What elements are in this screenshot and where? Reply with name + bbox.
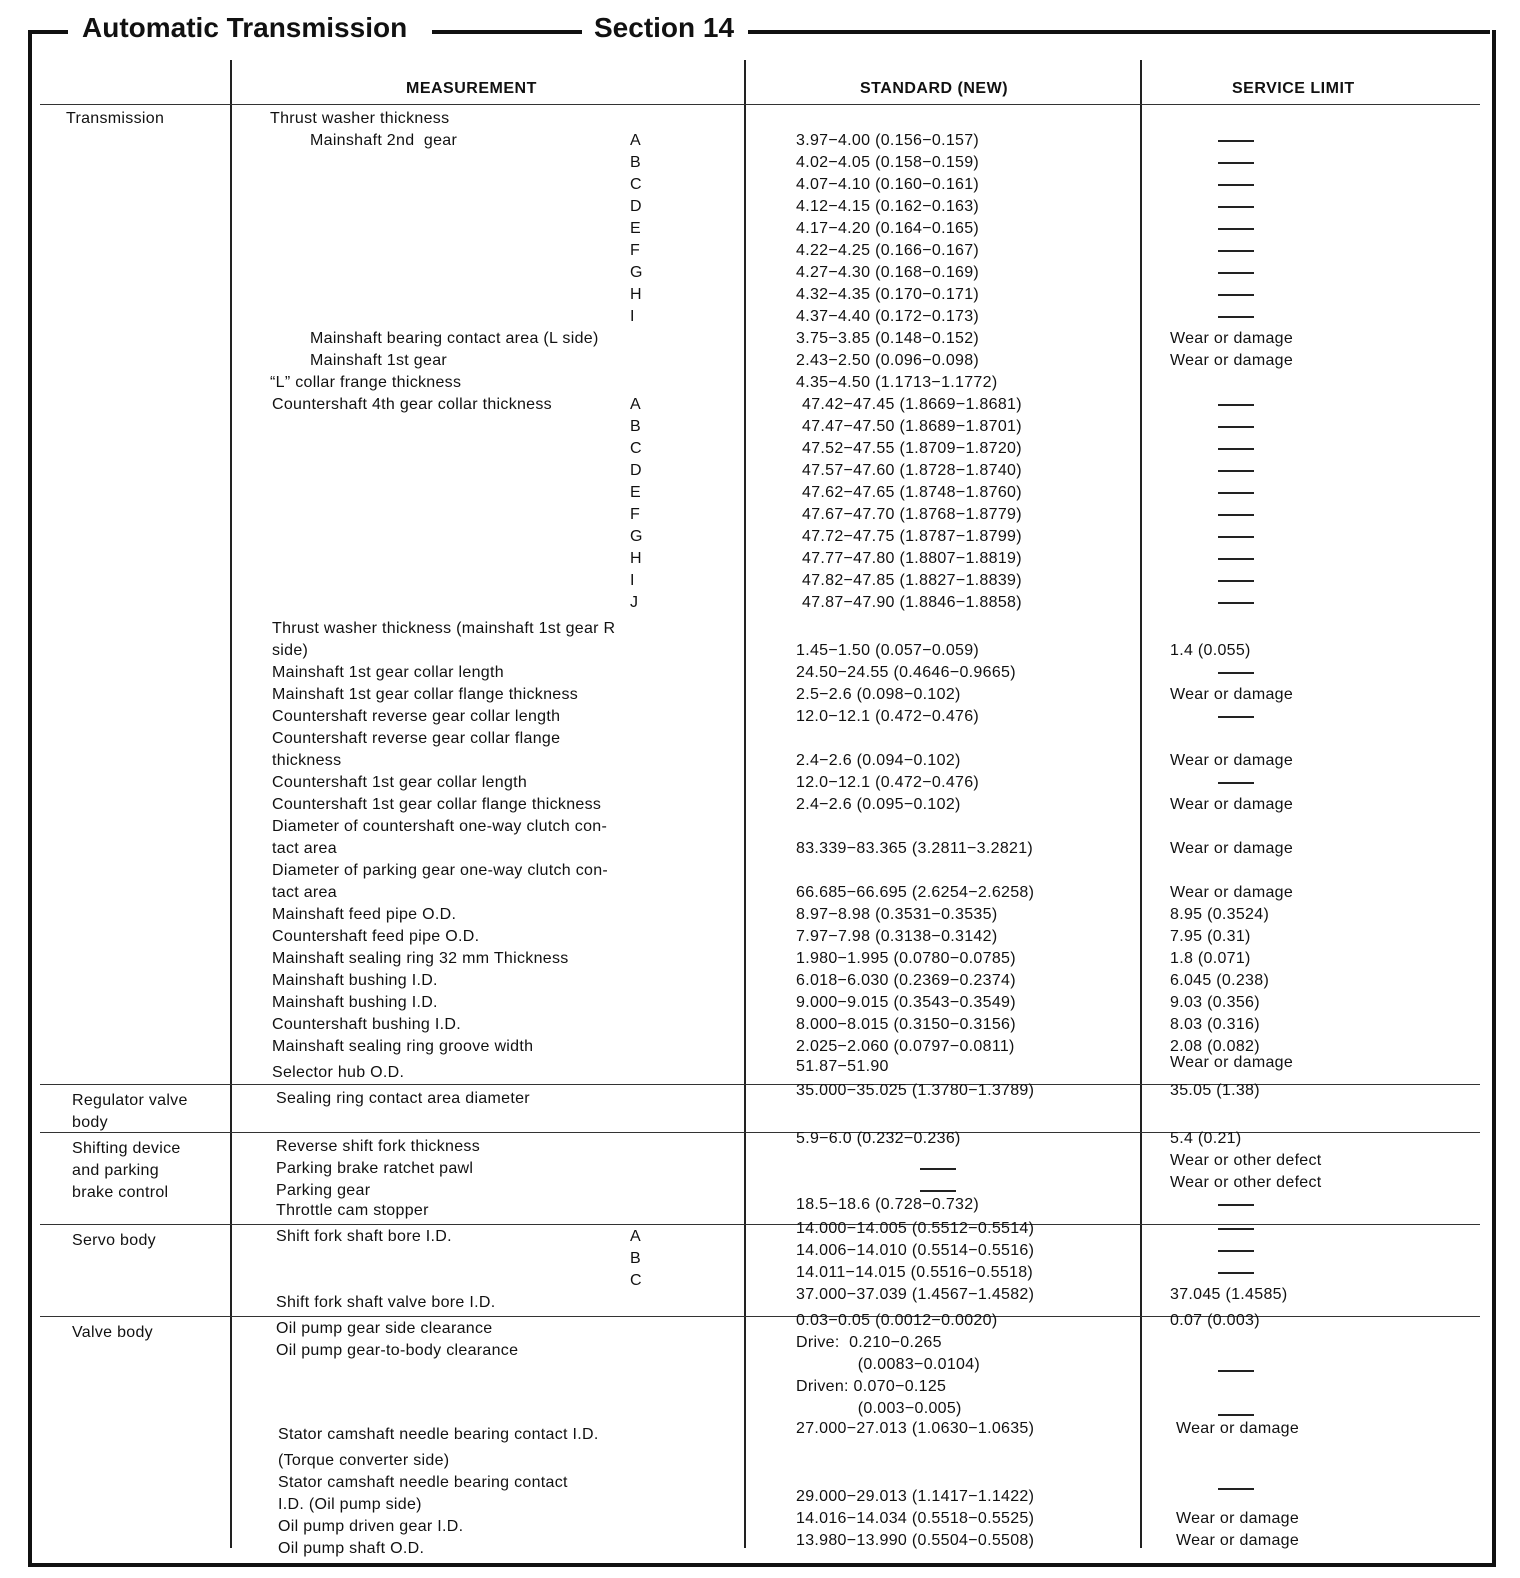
measurement-label: Throttle cam stopper [276, 1202, 429, 1219]
service-limit-value: Wear or damage [1170, 686, 1294, 703]
standard-value: 6.018−6.030 (0.2369−0.2374) [796, 972, 1016, 989]
size-code: B [630, 154, 641, 171]
standard-value: 3.75−3.85 (0.148−0.152) [796, 330, 980, 347]
service-limit-value: Wear or damage [1170, 884, 1294, 901]
standard-value: 7.97−7.98 (0.3138−0.3142) [796, 928, 998, 945]
service-limit-value: 5.4 (0.21) [1170, 1130, 1242, 1147]
section-servo-body: Servo body [72, 1232, 156, 1249]
measurement-label: Mainshaft sealing ring groove width [272, 1038, 534, 1055]
column-header-measurement: MEASUREMENT [406, 80, 537, 97]
standard-value: 4.07−4.10 (0.160−0.161) [796, 176, 980, 193]
service-limit-value: 1.4 (0.055) [1170, 642, 1251, 659]
standard-value: 47.72−47.75 (1.8787−1.8799) [802, 528, 1022, 545]
section-regulator-valve-body: Regulator valve body [72, 1092, 188, 1131]
service-limit-value: Wear or damage [1170, 1054, 1294, 1071]
service-limit-dash [1218, 558, 1254, 560]
standard-value: 4.27−4.30 (0.168−0.169) [796, 264, 980, 281]
standard-value: 14.016−14.034 (0.5518−0.5525) [796, 1510, 1035, 1527]
measurement-label: Mainshaft 2nd gear [310, 132, 458, 149]
service-limit-value: 7.95 (0.31) [1170, 928, 1251, 945]
service-limit-dash [1218, 228, 1254, 230]
standard-value: 47.67−47.70 (1.8768−1.8779) [802, 506, 1022, 523]
standard-value: 5.9−6.0 (0.232−0.236) [796, 1130, 961, 1147]
measurement-label: Oil pump gear-to-body clearance [276, 1342, 519, 1359]
measurement-label: Oil pump driven gear I.D. [278, 1518, 464, 1535]
standard-value: 14.006−14.010 (0.5514−0.5516) [796, 1242, 1035, 1259]
measurement-label: Mainshaft bearing contact area (L side) [310, 330, 599, 347]
service-limit-dash [1218, 448, 1254, 450]
size-code: I [630, 308, 635, 325]
size-code: E [630, 484, 641, 501]
standard-value: Drive: 0.210−0.265 (0.0083−0.0104) Driven: 0.070−0.125 (0.003−0.005) [796, 1334, 981, 1417]
standard-value: 4.17−4.20 (0.164−0.165) [796, 220, 980, 237]
standard-value: 2.43−2.50 (0.096−0.098) [796, 352, 980, 369]
service-limit-dash [1218, 492, 1254, 494]
measurement-label: Countershaft 1st gear collar length [272, 774, 528, 791]
standard-dash [920, 1168, 956, 1170]
service-limit-dash [1218, 1250, 1254, 1252]
measurement-label: Sealing ring contact area diameter [276, 1090, 530, 1107]
measurement-label: Thrust washer thickness (mainshaft 1st gear R side) [272, 620, 616, 659]
service-limit-dash [1218, 602, 1254, 604]
standard-value: 24.50−24.55 (0.4646−0.9665) [796, 664, 1016, 681]
size-code: C [630, 1272, 642, 1289]
size-code: H [630, 550, 642, 567]
standard-value: 2.025−2.060 (0.0797−0.0811) [796, 1038, 1015, 1055]
column-header-service-limit: SERVICE LIMIT [1232, 80, 1355, 97]
standard-value: 51.87−51.90 [796, 1058, 889, 1075]
service-limit-value: Wear or other defect [1170, 1152, 1322, 1169]
service-limit-dash [1218, 272, 1254, 274]
measurement-label: Stator camshaft needle bearing contact I.D. [278, 1426, 599, 1443]
measurement-label: Countershaft reverse gear collar flange thickness [272, 730, 561, 769]
service-limit-value: Wear or damage [1176, 1510, 1300, 1527]
standard-value: 4.22−4.25 (0.166−0.167) [796, 242, 980, 259]
size-code: B [630, 1250, 641, 1267]
size-code: D [630, 462, 642, 479]
service-limit-dash [1218, 580, 1254, 582]
standard-value: 27.000−27.013 (1.0630−1.0635) [796, 1420, 1035, 1437]
service-limit-dash [1218, 184, 1254, 186]
standard-value: 35.000−35.025 (1.3780−1.3789) [796, 1082, 1035, 1099]
size-code: A [630, 132, 641, 149]
standard-value: 8.000−8.015 (0.3150−0.3156) [796, 1016, 1016, 1033]
size-code: E [630, 220, 641, 237]
standard-value: 4.02−4.05 (0.158−0.159) [796, 154, 980, 171]
measurement-label: Mainshaft bushing I.D. [272, 994, 438, 1011]
standard-value: 4.32−4.35 (0.170−0.171) [796, 286, 980, 303]
measurement-label: Mainshaft 1st gear [310, 352, 448, 369]
service-limit-dash [1218, 1370, 1254, 1372]
service-limit-dash [1218, 1488, 1254, 1490]
service-limit-dash [1218, 316, 1254, 318]
measurement-label: Countershaft 1st gear collar flange thickness [272, 796, 602, 813]
measurement-label: Mainshaft bushing I.D. [272, 972, 438, 989]
service-limit-dash [1218, 426, 1254, 428]
measurement-label: Shift fork shaft bore I.D. [276, 1228, 452, 1245]
standard-value: 47.52−47.55 (1.8709−1.8720) [802, 440, 1022, 457]
measurement-label: Countershaft 4th gear collar thickness [272, 396, 552, 413]
standard-value: 3.97−4.00 (0.156−0.157) [796, 132, 980, 149]
size-code: C [630, 176, 642, 193]
service-limit-value: Wear or damage [1176, 1420, 1300, 1437]
service-limit-value: 8.03 (0.316) [1170, 1016, 1260, 1033]
standard-value: 12.0−12.1 (0.472−0.476) [796, 708, 980, 725]
measurement-label: Selector hub O.D. [272, 1064, 405, 1081]
column-divider-3 [1140, 60, 1142, 1548]
section-valve-body: Valve body [72, 1324, 153, 1341]
service-limit-value: 6.045 (0.238) [1170, 972, 1270, 989]
standard-value: 14.011−14.015 (0.5516−0.5518) [796, 1264, 1034, 1281]
measurement-label: Oil pump shaft O.D. [278, 1540, 425, 1557]
service-limit-dash [1218, 140, 1254, 142]
standard-value: 18.5−18.6 (0.728−0.732) [796, 1196, 980, 1213]
service-limit-dash [1218, 782, 1254, 784]
size-code: G [630, 528, 643, 545]
service-limit-value: 8.95 (0.3524) [1170, 906, 1270, 923]
size-code: B [630, 418, 641, 435]
measurement-label: Mainshaft feed pipe O.D. [272, 906, 457, 923]
service-limit-value: 2.08 (0.082) [1170, 1038, 1260, 1055]
service-limit-dash [1218, 294, 1254, 296]
service-limit-value: Wear or damage [1170, 330, 1294, 347]
measurement-label: Parking brake ratchet pawl [276, 1160, 474, 1177]
section-transmission: Transmission [66, 110, 165, 127]
standard-value: 47.42−47.45 (1.8669−1.8681) [802, 396, 1022, 413]
service-limit-value: Wear or damage [1176, 1532, 1300, 1549]
row-separator-regulator [40, 1084, 1480, 1085]
size-code: F [630, 506, 641, 523]
standard-value: 4.12−4.15 (0.162−0.163) [796, 198, 980, 215]
service-limit-dash [1218, 1414, 1254, 1416]
size-code: J [630, 594, 639, 611]
standard-value: 4.35−4.50 (1.1713−1.1772) [796, 374, 998, 391]
size-code: A [630, 396, 641, 413]
row-separator-valve [40, 1316, 1480, 1317]
column-header-standard: STANDARD (NEW) [860, 80, 1009, 97]
service-limit-value: 35.05 (1.38) [1170, 1082, 1260, 1099]
measurement-label: Countershaft bushing I.D. [272, 1016, 461, 1033]
standard-value: 47.87−47.90 (1.8846−1.8858) [802, 594, 1022, 611]
column-divider-1 [230, 60, 232, 1548]
standard-value: 14.000−14.005 (0.5512−0.5514) [796, 1220, 1035, 1237]
service-limit-value: Wear or damage [1170, 840, 1294, 857]
standard-value: 37.000−37.039 (1.4567−1.4582) [796, 1286, 1035, 1303]
service-limit-dash [1218, 1272, 1254, 1274]
measurement-label: Stator camshaft needle bearing contact I.D. (Oil pump side) [278, 1474, 568, 1513]
standard-dash [920, 1190, 956, 1192]
service-limit-value: 1.8 (0.071) [1170, 950, 1251, 967]
standard-value: 47.57−47.60 (1.8728−1.8740) [802, 462, 1022, 479]
measurement-label: Shift fork shaft valve bore I.D. [276, 1294, 496, 1311]
standard-value: 13.980−13.990 (0.5504−0.5508) [796, 1532, 1035, 1549]
size-code: F [630, 242, 641, 259]
service-limit-dash [1218, 716, 1254, 718]
size-code: H [630, 286, 642, 303]
standard-value: 2.4−2.6 (0.095−0.102) [796, 796, 961, 813]
standard-value: 47.77−47.80 (1.8807−1.8819) [802, 550, 1022, 567]
standard-value: 66.685−66.695 (2.6254−2.6258) [796, 884, 1035, 901]
measurement-label: Reverse shift fork thickness [276, 1138, 481, 1155]
measurement-label: Diameter of parking gear one-way clutch con- tact area [272, 862, 609, 901]
service-limit-value: Wear or damage [1170, 752, 1294, 769]
service-limit-value: 9.03 (0.356) [1170, 994, 1260, 1011]
measurement-label: Countershaft reverse gear collar length [272, 708, 561, 725]
measurement-label: Diameter of countershaft one-way clutch con- tact area [272, 818, 608, 857]
size-code: G [630, 264, 643, 281]
service-limit-dash [1218, 470, 1254, 472]
service-limit-dash [1218, 250, 1254, 252]
service-limit-dash [1218, 206, 1254, 208]
standard-value: 2.5−2.6 (0.098−0.102) [796, 686, 961, 703]
measurement-label: Mainshaft sealing ring 32 mm Thickness [272, 950, 569, 967]
measurement-label: Oil pump gear side clearance [276, 1320, 493, 1337]
measurement-label: Mainshaft 1st gear collar length [272, 664, 504, 681]
size-code: C [630, 440, 642, 457]
header-separator [40, 104, 1480, 105]
measurement-label: Countershaft feed pipe O.D. [272, 928, 480, 945]
standard-value: 83.339−83.365 (3.2811−3.2821) [796, 840, 1034, 857]
service-limit-dash [1218, 1228, 1254, 1230]
measurement-label: Thrust washer thickness [270, 110, 450, 127]
service-limit-value: Wear or damage [1170, 796, 1294, 813]
service-limit-value: 0.07 (0.003) [1170, 1312, 1260, 1329]
measurement-label: (Torque converter side) [278, 1452, 450, 1469]
measurement-label: Mainshaft 1st gear collar flange thickness [272, 686, 579, 703]
service-limit-dash [1218, 162, 1254, 164]
size-code: D [630, 198, 642, 215]
service-limit-value: 37.045 (1.4585) [1170, 1286, 1288, 1303]
row-separator-shifting [40, 1132, 1480, 1133]
standard-value: 1.980−1.995 (0.0780−0.0785) [796, 950, 1016, 967]
size-code: I [630, 572, 635, 589]
standard-value: 2.4−2.6 (0.094−0.102) [796, 752, 961, 769]
standard-value: 0.03−0.05 (0.0012−0.0020) [796, 1312, 998, 1329]
service-limit-dash [1218, 404, 1254, 406]
service-limit-dash [1218, 536, 1254, 538]
row-separator-servo [40, 1224, 1480, 1225]
measurement-label: “L” collar frange thickness [270, 374, 462, 391]
service-limit-value: Wear or other defect [1170, 1174, 1322, 1191]
standard-value: 29.000−29.013 (1.1417−1.1422) [796, 1488, 1035, 1505]
size-code: A [630, 1228, 641, 1245]
standard-value: 4.37−4.40 (0.172−0.173) [796, 308, 980, 325]
section-shifting-device: Shifting device and parking brake control [72, 1140, 181, 1201]
standard-value: 47.62−47.65 (1.8748−1.8760) [802, 484, 1022, 501]
standard-value: 47.47−47.50 (1.8689−1.8701) [802, 418, 1022, 435]
standard-value: 1.45−1.50 (0.057−0.059) [796, 642, 980, 659]
service-limit-value: Wear or damage [1170, 352, 1294, 369]
page-title: Automatic Transmission [82, 10, 415, 46]
standard-value: 47.82−47.85 (1.8827−1.8839) [802, 572, 1022, 589]
column-divider-2 [744, 60, 746, 1548]
section-label: Section 14 [594, 12, 735, 43]
standard-value: 12.0−12.1 (0.472−0.476) [796, 774, 980, 791]
service-limit-dash [1218, 672, 1254, 674]
standard-value: 8.97−8.98 (0.3531−0.3535) [796, 906, 998, 923]
service-limit-dash [1218, 1204, 1254, 1206]
service-limit-dash [1218, 514, 1254, 516]
measurement-label: Parking gear [276, 1182, 371, 1199]
standard-value: 9.000−9.015 (0.3543−0.3549) [796, 994, 1016, 1011]
